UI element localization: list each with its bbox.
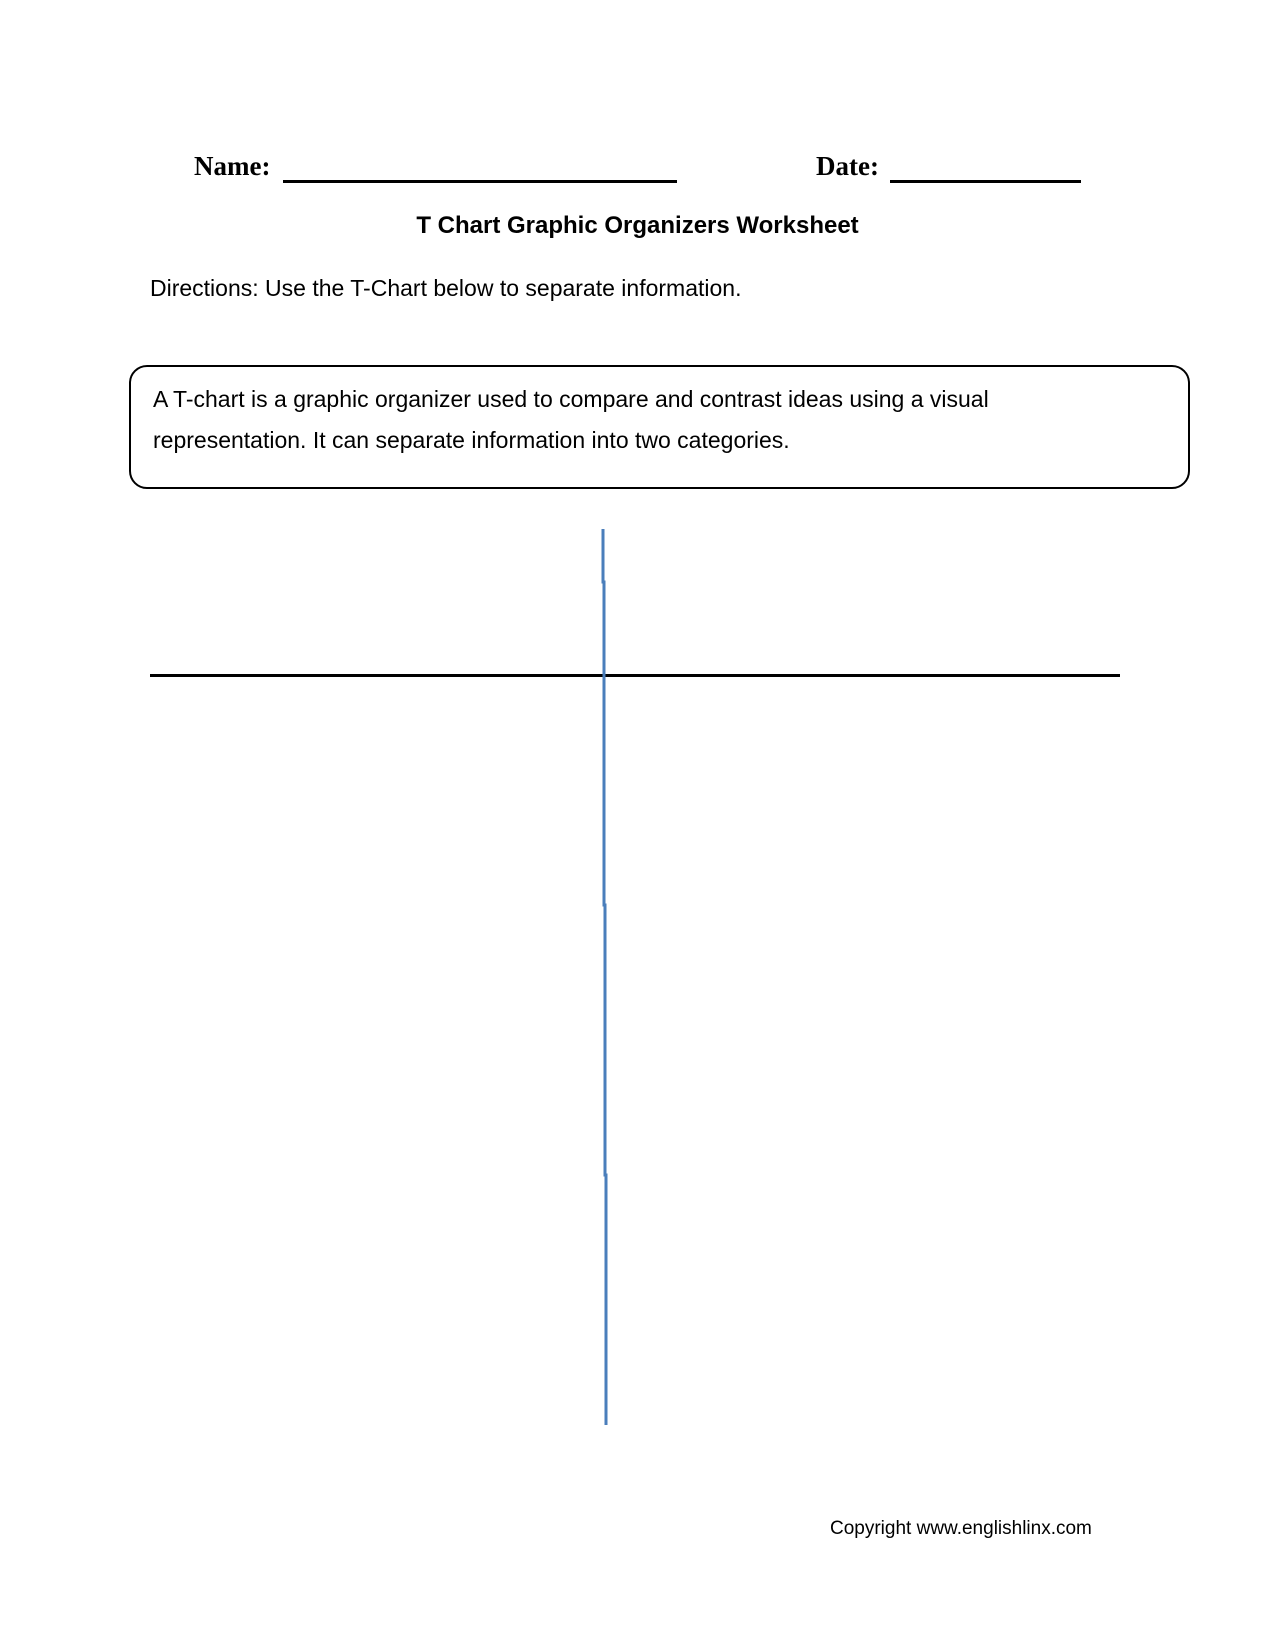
name-label: Name:: [194, 151, 271, 181]
t-chart-vertical-line: [595, 525, 615, 1425]
date-label: Date:: [816, 151, 879, 181]
page-title: T Chart Graphic Organizers Worksheet: [416, 212, 859, 239]
copyright-text: Copyright www.englishlinx.com: [830, 1518, 1092, 1539]
t-chart-right-column[interactable]: [608, 530, 1120, 1420]
definition-line-2: representation. It can separate information into two categories.: [153, 427, 790, 453]
directions-text: Directions: Use the T-Chart below to separate information.: [150, 275, 742, 301]
definition-box: [129, 365, 1190, 489]
t-chart-left-column[interactable]: [150, 530, 602, 1420]
t-chart-horizontal-line: [150, 674, 1120, 677]
definition-line-1: A T-chart is a graphic organizer used to compare and contrast ideas using a visual: [153, 386, 989, 412]
date-input-line[interactable]: [890, 180, 1081, 183]
name-input-line[interactable]: [283, 180, 677, 183]
